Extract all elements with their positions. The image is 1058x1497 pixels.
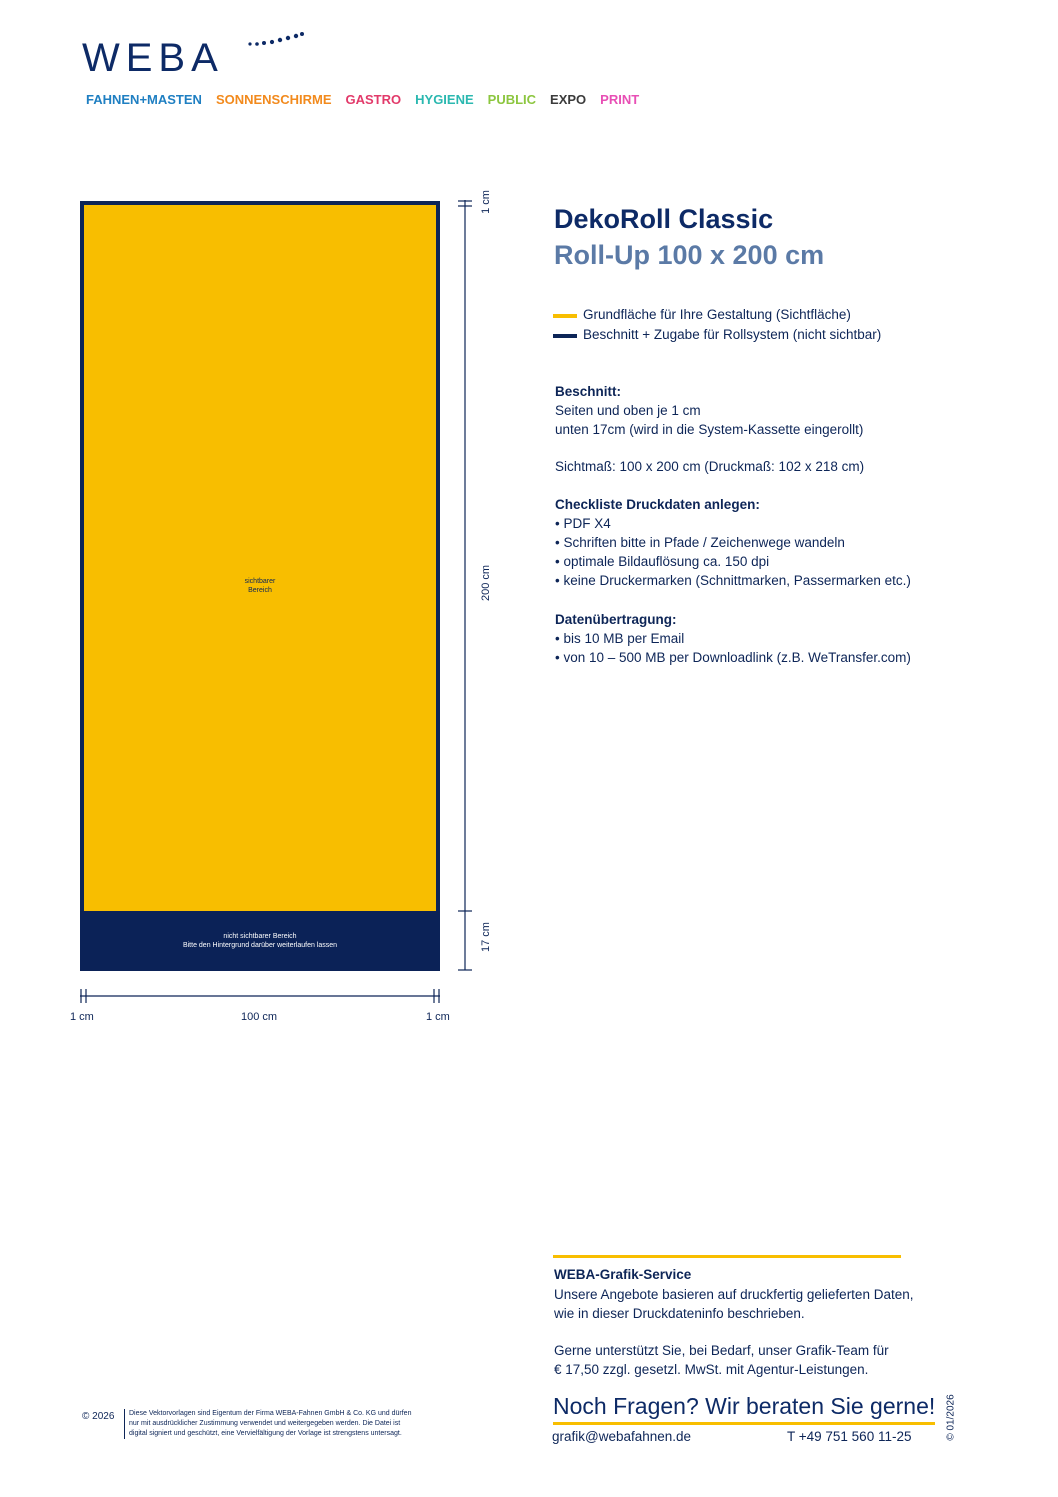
- legend-swatch-visible: [553, 314, 577, 318]
- service-body-2: [554, 1341, 914, 1379]
- category-hygiene[interactable]: HYGIENE: [415, 92, 474, 107]
- sichtmass-text: Sichtmaß: 100 x 200 cm (Druckmaß: 102 x 218 cm): [555, 459, 865, 474]
- beschnitt-heading: Beschnitt:: [555, 384, 622, 399]
- legend-label-visible: Grundfläche für Ihre Gestaltung (Sichtfläche): [583, 307, 851, 322]
- dim-height-label: 200 cm: [480, 564, 492, 602]
- visible-area-label: [80, 577, 440, 595]
- legal-line: nur mit ausdrücklicher Zustimmung verwendet und weitergegeben werden. Die Datei ist: [129, 1420, 401, 1427]
- category-sonnenschirme[interactable]: SONNENSCHIRME: [215, 92, 332, 107]
- checklist-item: • Schriften bitte in Pfade / Zeichenwege wandeln: [555, 535, 845, 550]
- logo-wordmark: WEBA: [82, 36, 224, 80]
- service-line: Gerne unterstützt Sie, bei Bedarf, unser Grafik-Team für: [554, 1343, 889, 1358]
- legend-swatch-hidden: [553, 334, 577, 338]
- legal-notice: [124, 1409, 449, 1439]
- checklist-section: [555, 495, 911, 590]
- copyright: © 2026: [82, 1411, 115, 1422]
- service-line: € 17,50 zzgl. gesetzl. MwSt. mit Agentur-Leistungen.: [554, 1362, 869, 1377]
- hidden-label-line1: nicht sichtbarer Bereich: [223, 933, 297, 940]
- service-title: WEBA-Grafik-Service: [554, 1267, 692, 1282]
- dim-width-label: 100 cm: [241, 1011, 278, 1023]
- beschnitt-section: [555, 382, 863, 439]
- beschnitt-line2: unten 17cm (wird in die System-Kassette eingerollt): [555, 422, 864, 437]
- checklist-item: • keine Druckermarken (Schnittmarken, Passermarken etc.): [555, 573, 911, 588]
- checklist-item: • optimale Bildauflösung ca. 150 dpi: [555, 554, 770, 569]
- cta-heading: Noch Fragen? Wir beraten Sie gerne!: [553, 1393, 935, 1425]
- beschnitt-line1: Seiten und oben je 1 cm: [555, 403, 701, 418]
- contact-phone[interactable]: T +49 751 560 11-25: [787, 1429, 912, 1444]
- transfer-item: • bis 10 MB per Email: [555, 631, 685, 646]
- visible-label-line2: Bereich: [248, 587, 272, 594]
- dim-bottom-label: 17 cm: [480, 922, 492, 952]
- category-nav: [86, 92, 639, 107]
- category-expo[interactable]: EXPO: [550, 92, 587, 107]
- service-body: [554, 1285, 914, 1323]
- category-public[interactable]: PUBLIC: [487, 92, 537, 107]
- checklist-heading: Checkliste Druckdaten anlegen:: [555, 497, 760, 512]
- legal-line: Diese Vektorvorlagen sind Eigentum der Firma WEBA-Fahnen GmbH & Co. KG und dürfen: [129, 1410, 412, 1417]
- transfer-heading: Datenübertragung:: [555, 612, 677, 627]
- visible-area: [80, 201, 440, 911]
- contact-email-link[interactable]: grafik@webafahnen.de: [552, 1429, 692, 1444]
- logo-dots-icon: [246, 30, 306, 50]
- dim-top-label: 1 cm: [480, 190, 492, 214]
- hidden-area-label: [80, 932, 440, 950]
- visible-label-line1: sichtbarer: [244, 578, 276, 585]
- footer-divider: [553, 1255, 901, 1258]
- transfer-section: [555, 610, 911, 667]
- product-title: DekoRoll Classic: [554, 204, 774, 234]
- legend-label-hidden: Beschnitt + Zugabe für Rollsystem (nicht sichtbar): [583, 327, 882, 342]
- side-date: © 01/2026: [945, 1394, 957, 1441]
- service-line: wie in dieser Druckdateninfo beschrieben.: [554, 1306, 805, 1321]
- legal-line: digital signiert und geschützt, eine Vervielfältigung der Vorlage ist strengstens untersagt.: [129, 1430, 402, 1437]
- category-print[interactable]: PRINT: [600, 92, 640, 107]
- dim-left-label: 1 cm: [70, 1011, 94, 1023]
- category-gastro[interactable]: GASTRO: [345, 92, 402, 107]
- hidden-label-line2: Bitte den Hintergrund darüber weiterlaufen lassen: [182, 942, 338, 949]
- service-line: Unsere Angebote basieren auf druckfertig gelieferten Daten,: [554, 1287, 914, 1302]
- category-fahnen-masten[interactable]: FAHNEN+MASTEN: [86, 92, 202, 107]
- dim-right-label: 1 cm: [426, 1011, 450, 1023]
- checklist-item: • PDF X4: [555, 516, 611, 531]
- transfer-item: • von 10 – 500 MB per Downloadlink (z.B. WeTransfer.com): [555, 650, 911, 665]
- product-subtitle: Roll-Up 100 x 200 cm: [554, 240, 825, 270]
